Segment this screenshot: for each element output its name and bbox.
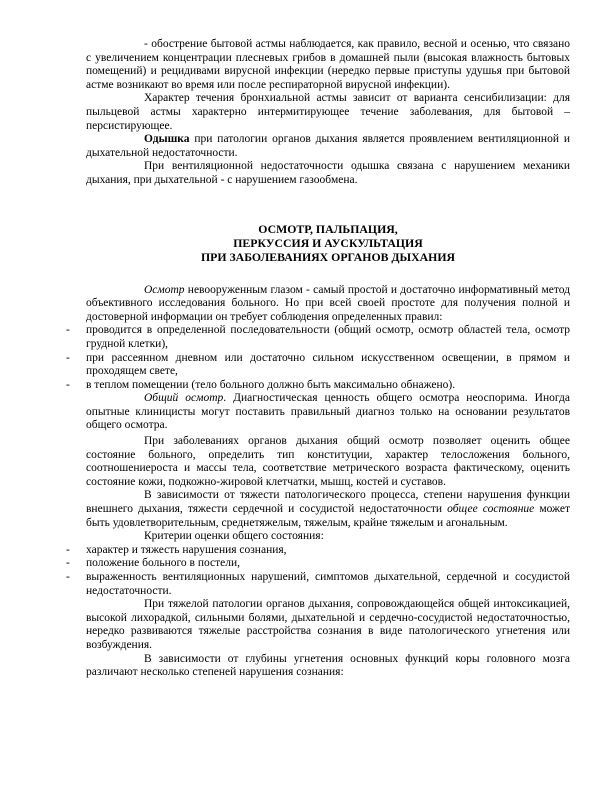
heading-line-2: ПЕРКУССИЯ И АУСКУЛЬТАЦИЯ xyxy=(233,235,423,250)
dash-marker: - xyxy=(66,571,70,583)
list-item: - выраженность вентиляционных нарушений, симптомов дыхательной, сердечной и сосудистой недостаточности. xyxy=(66,571,570,597)
list-item: - при рассеянном дневном или достаточно сильном искусственном освещении, в прямом и проходящем свете, xyxy=(66,351,570,378)
document-page xyxy=(66,38,570,680)
dash-marker: - xyxy=(66,557,70,570)
list-item: - положение больного в постели, xyxy=(66,557,241,570)
criteria-list xyxy=(66,543,570,598)
section-gap xyxy=(86,188,570,222)
paragraph-asthma-course: Характер течения бронхиальной астмы зависит от варианта сенсибилизации: для пыльцевой астмы характерно интермитирующее течение заболевания, для бытовой – персистирующее. xyxy=(86,92,570,132)
paragraph-general-condition: В зависимости от тяжести патологического процесса, степени нарушения функции внешнего дыхания, тяжести сердечной и сосудистой недостаточности общее состояние может быть удовлетворительным, среднетяжелым, тяжелым, крайне тяжелым и агональным. xyxy=(86,489,570,529)
paragraph-inspection-intro: Осмотр невооруженным глазом - самый простой и достаточно информативный метод объективного исследования больного. Но при всей своей простоте для получения полной и достоверной информации он требует соблюдения определенных правил: xyxy=(86,283,570,323)
paragraph-ventilation: При вентиляционной недостаточности одышка связана с нарушением механики дыхания, при дыхательной - с нарушением газообмена. xyxy=(86,160,570,186)
term-inspection: Осмотр xyxy=(144,283,185,296)
paragraph-dyspnea: Одышка при патологии органов дыхания является проявлением вентиляционной и дыхательной недостаточности. xyxy=(86,133,570,159)
inspection-rules-list xyxy=(66,324,570,392)
list-item: - характер и тяжесть нарушения сознания, xyxy=(66,543,287,556)
paragraph-inspection-allows: При заболеваниях органов дыхания общий осмотр позволяет оценить общее состояние больного, определить тип конституции, характер телосложения больного, соотношениероста и массы тела, соответствие метрического возраста фактическому, оценить состояние кожи, подкожно-жировой клетчатки, мышц, костей и суставов. xyxy=(86,435,570,488)
paragraph-consciousness: В зависимости от глубины угнетения основных функций коры головного мозга различают несколько степеней нарушения сознания: xyxy=(86,652,570,679)
dash-marker: - xyxy=(66,324,70,337)
heading-line-3: ПРИ ЗАБОЛЕВАНИЯХ ОРГАНОВ ДЫХАНИЯ xyxy=(200,249,456,264)
criteria-title: Критерии оценки общего состояния: xyxy=(144,530,324,543)
paragraph-general-inspection: Общий осмотр. Диагностическая ценность общего осмотра неоспорима. Иногда опытные клиницисты могут поставить правильный диагноз только на основании результатов общего осмотра. xyxy=(86,392,570,432)
dash-marker: - xyxy=(66,378,70,391)
dash-marker: - xyxy=(66,351,70,364)
section-heading xyxy=(86,222,570,264)
term-dyspnea: Одышка xyxy=(144,133,190,146)
list-item: - проводится в определенной последовательности (общий осмотр, осмотр областей тела, осмотр грудной клетки), xyxy=(66,324,570,350)
list-item: - в теплом помещении (тело больного должно быть максимально обнажено). xyxy=(66,378,456,391)
term-general-inspection: Общий осмотр xyxy=(144,392,224,405)
paragraph-severe-pathology: При тяжелой патологии органов дыхания, сопровождающейся общей интоксикацией, высокой лихорадкой, сильными болями, дыхательной и сердечно-сосудистой недостаточностью, нередко развиваются тяжелые расстройства сознания в виде патологического угнетения или возбуждения. xyxy=(86,598,570,651)
heading-line-1: ОСМОТР, ПАЛЬПАЦИЯ, xyxy=(258,221,398,236)
term-general-condition: общее состояние xyxy=(447,503,535,516)
paragraph-asthma-exacerbation: - обострение бытовой астмы наблюдается, как правило, весной и осенью, что связано с увеличением концентрации плесневых грибов в домашней пыли (высокая влажность бытовых помещений) и рецидивами вирусной инфекции (нередко первые приступы удушья при бытовой астме возникают во время или после респираторной вирусной инфекции). xyxy=(86,38,570,91)
dash-marker: - xyxy=(66,543,70,556)
